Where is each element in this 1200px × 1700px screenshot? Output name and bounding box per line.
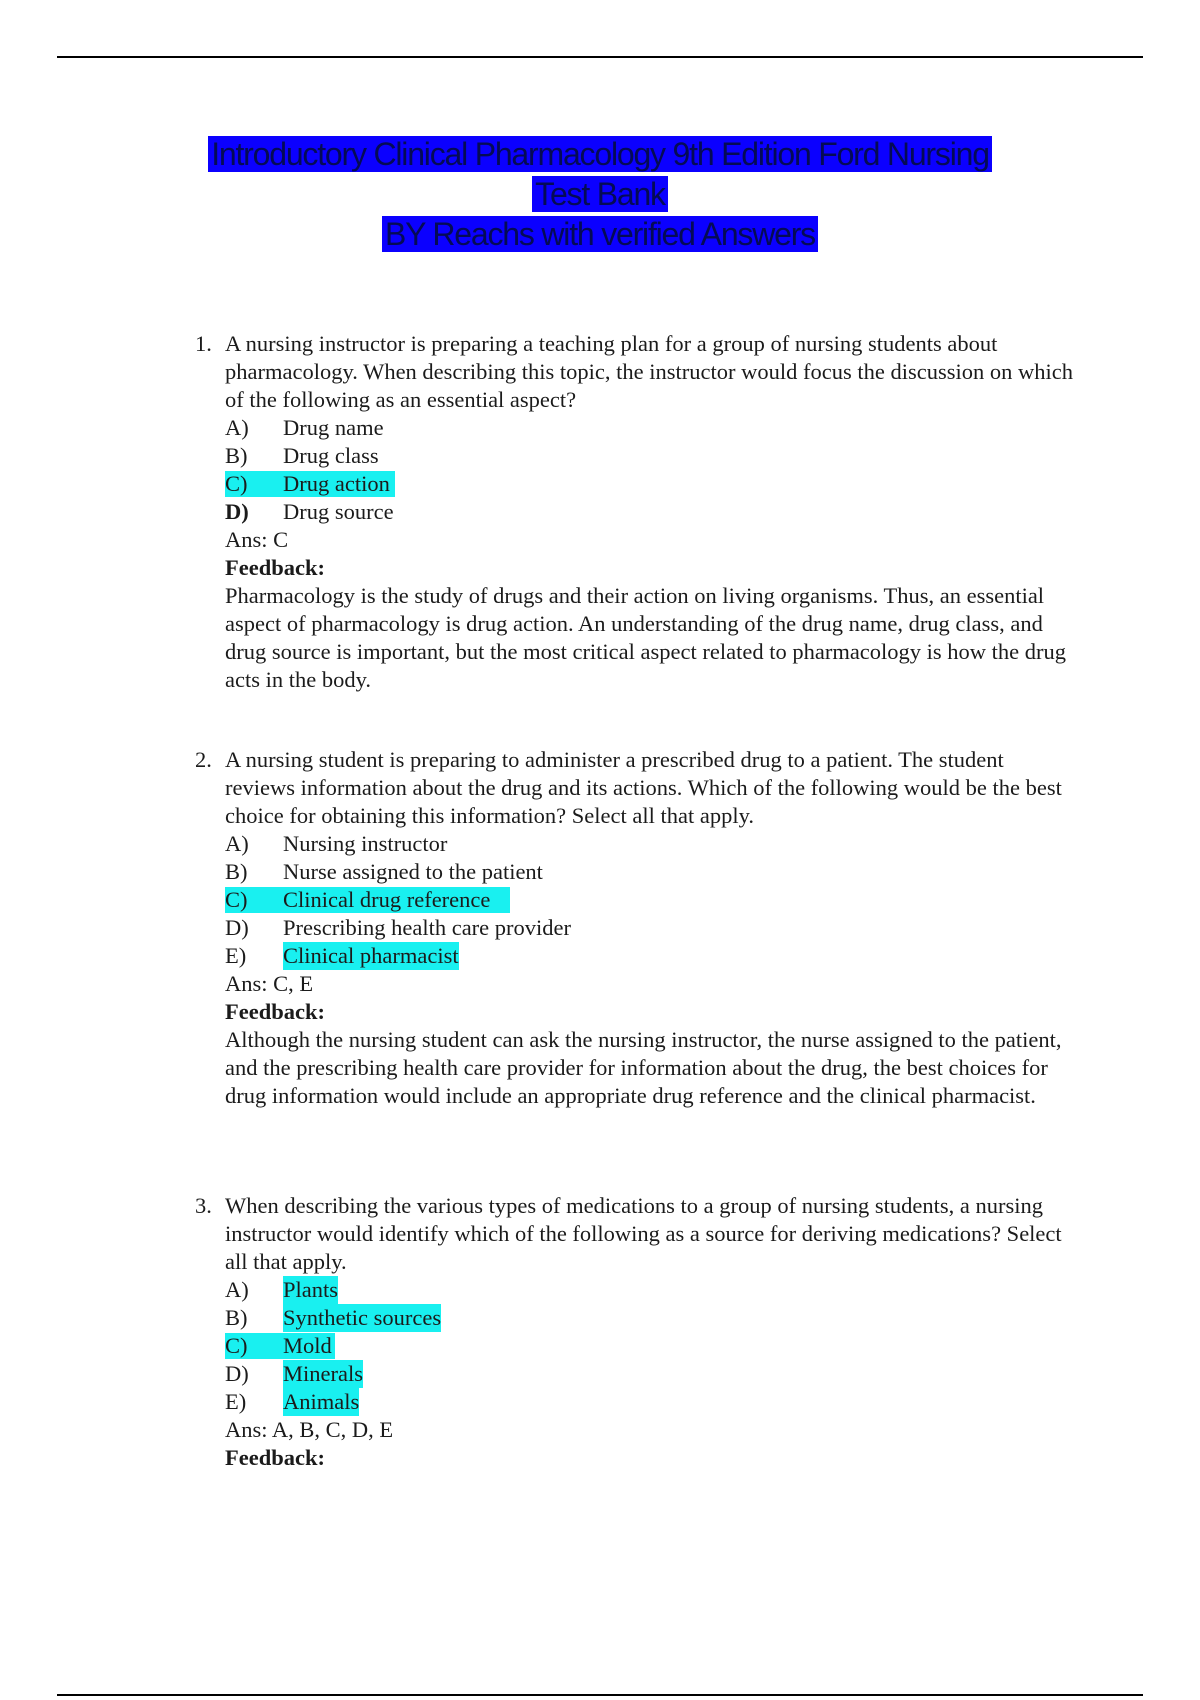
feedback-label: Feedback: [225,1445,325,1470]
question-2 [195,746,1075,1110]
question-number: 3. [195,1193,212,1218]
answer-line: Ans: C [225,527,289,552]
feedback-label: Feedback: [225,999,325,1024]
question-1 [195,330,1075,694]
title-line-3: BY Reachs with verified Answers [382,216,818,252]
question-text: A nursing student is preparing to administer a prescribed drug to a patient. The student reviews information about the drug and its actions. Which of the following would be the best choice for obtaining this information? Select all that apply. [225,747,1062,828]
option-b-correct: B) Synthetic sources [225,1305,442,1330]
question-3 [195,1192,1075,1472]
feedback-text: Pharmacology is the study of drugs and their action on living organisms. Thus, an essential aspect of pharmacology is drug action. An understanding of the drug name, drug class, and drug source is important, but the most critical aspect related to pharmacology is how the drug acts in the body. [225,583,1067,692]
option-d: D) Drug source [225,499,394,524]
option-d-correct: D) Minerals [225,1361,363,1386]
question-number: 1. [195,331,212,356]
option-c-correct: C) Clinical drug reference [225,886,1075,914]
title-line-1: Introductory Clinical Pharmacology 9th Edition Ford Nursing [208,136,992,172]
option-b: B) Drug class [225,443,379,468]
option-e-correct: E) Clinical pharmacist [225,943,459,968]
question-text: A nursing instructor is preparing a teaching plan for a group of nursing students about pharmacology. When describing this topic, the instructor would focus the discussion on which of the following as an essential aspect? [225,331,1073,412]
top-rule [57,56,1143,58]
option-c-correct: C) Drug action [225,470,1075,498]
question-number: 2. [195,747,212,772]
feedback-text: Although the nursing student can ask the nursing instructor, the nurse assigned to the patient, and the prescribing health care provider for information about the drug, the best choices for drug information would include an appropriate drug reference and the clinical pharmacist. [225,1027,1062,1108]
option-b: B) Nurse assigned to the patient [225,859,543,884]
bottom-rule [57,1694,1143,1696]
answer-line: Ans: C, E [225,971,314,996]
title-line-2: Test Bank [532,176,668,212]
option-c-correct: C) Mold [225,1332,1075,1360]
feedback-label: Feedback: [225,555,325,580]
option-d: D) Prescribing health care provider [225,915,572,940]
answer-line: Ans: A, B, C, D, E [225,1417,394,1442]
option-a-correct: A) Plants [225,1277,339,1302]
option-e-correct: E) Animals [225,1389,360,1414]
option-a: A) Nursing instructor [225,831,448,856]
question-text: When describing the various types of medications to a group of nursing students, a nursing instructor would identify which of the following as a source for deriving medications? Select all that apply. [225,1193,1062,1274]
document-title [200,134,1000,254]
option-a: A) Drug name [225,415,384,440]
